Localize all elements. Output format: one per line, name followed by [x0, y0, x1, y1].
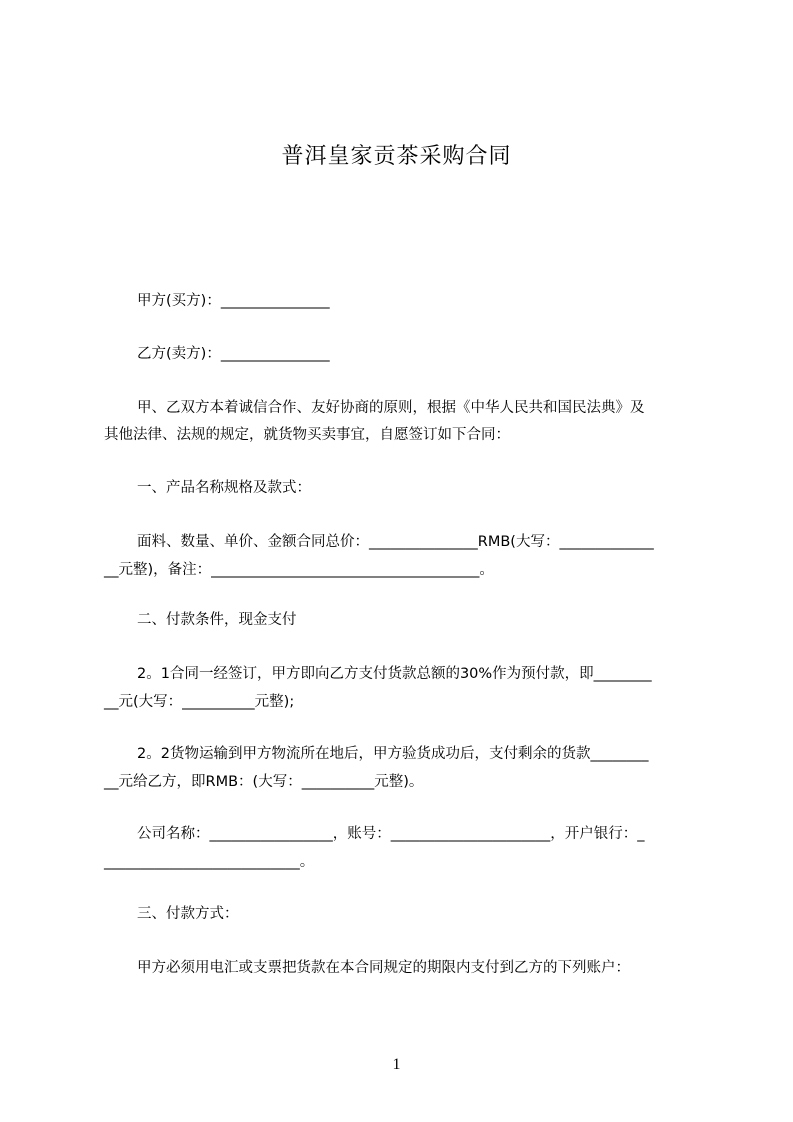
clause-2-1-line: __元(大写：__________元整);: [104, 694, 295, 710]
page-number: 1: [392, 1056, 401, 1073]
clause-2-2-line: 2。2货物运输到甲方物流所在地后，甲方验货成功后，支付剩余的货款________: [137, 746, 649, 762]
document-title: 普洱皇家贡茶采购合同: [281, 144, 512, 169]
intro-paragraph-line: 其他法律、法规的规定，就货物买卖事宜，自愿签订如下合同：: [104, 427, 510, 443]
clause-2-1-line: 2。1合同一经签订，甲方即向乙方支付货款总额的30%作为预付款，即________: [137, 666, 652, 682]
section-heading: 三、付款方式：: [137, 906, 239, 922]
product-spec-line: __元整)，备注：_____________________________________。: [104, 562, 494, 578]
product-spec-line: 面料、数量、单价、金额合同总价：_______________RMB(大写：_____________: [137, 534, 654, 550]
payment-method-line: 甲方必须用电汇或支票把货款在本合同规定的期限内支付到乙方的下列账户：: [137, 960, 630, 976]
party-a-line: 甲方(买方)：_______________: [137, 293, 330, 309]
intro-paragraph-line: 甲、乙双方本着诚信合作、友好协商的原则，根据《中华人民共和国民法典》及: [137, 400, 645, 416]
account-info-line: 公司名称：_________________，账号：______________________，开户银行：_: [137, 826, 645, 842]
section-heading: 二、付款条件，现金支付: [137, 612, 297, 628]
section-heading: 一、产品名称规格及款式：: [137, 480, 311, 496]
party-b-line: 乙方(卖方)：_______________: [137, 346, 330, 362]
clause-2-2-line: __元给乙方，即RMB：(大写：__________元整)。: [104, 774, 424, 790]
account-info-line: ___________________________。: [104, 854, 315, 870]
